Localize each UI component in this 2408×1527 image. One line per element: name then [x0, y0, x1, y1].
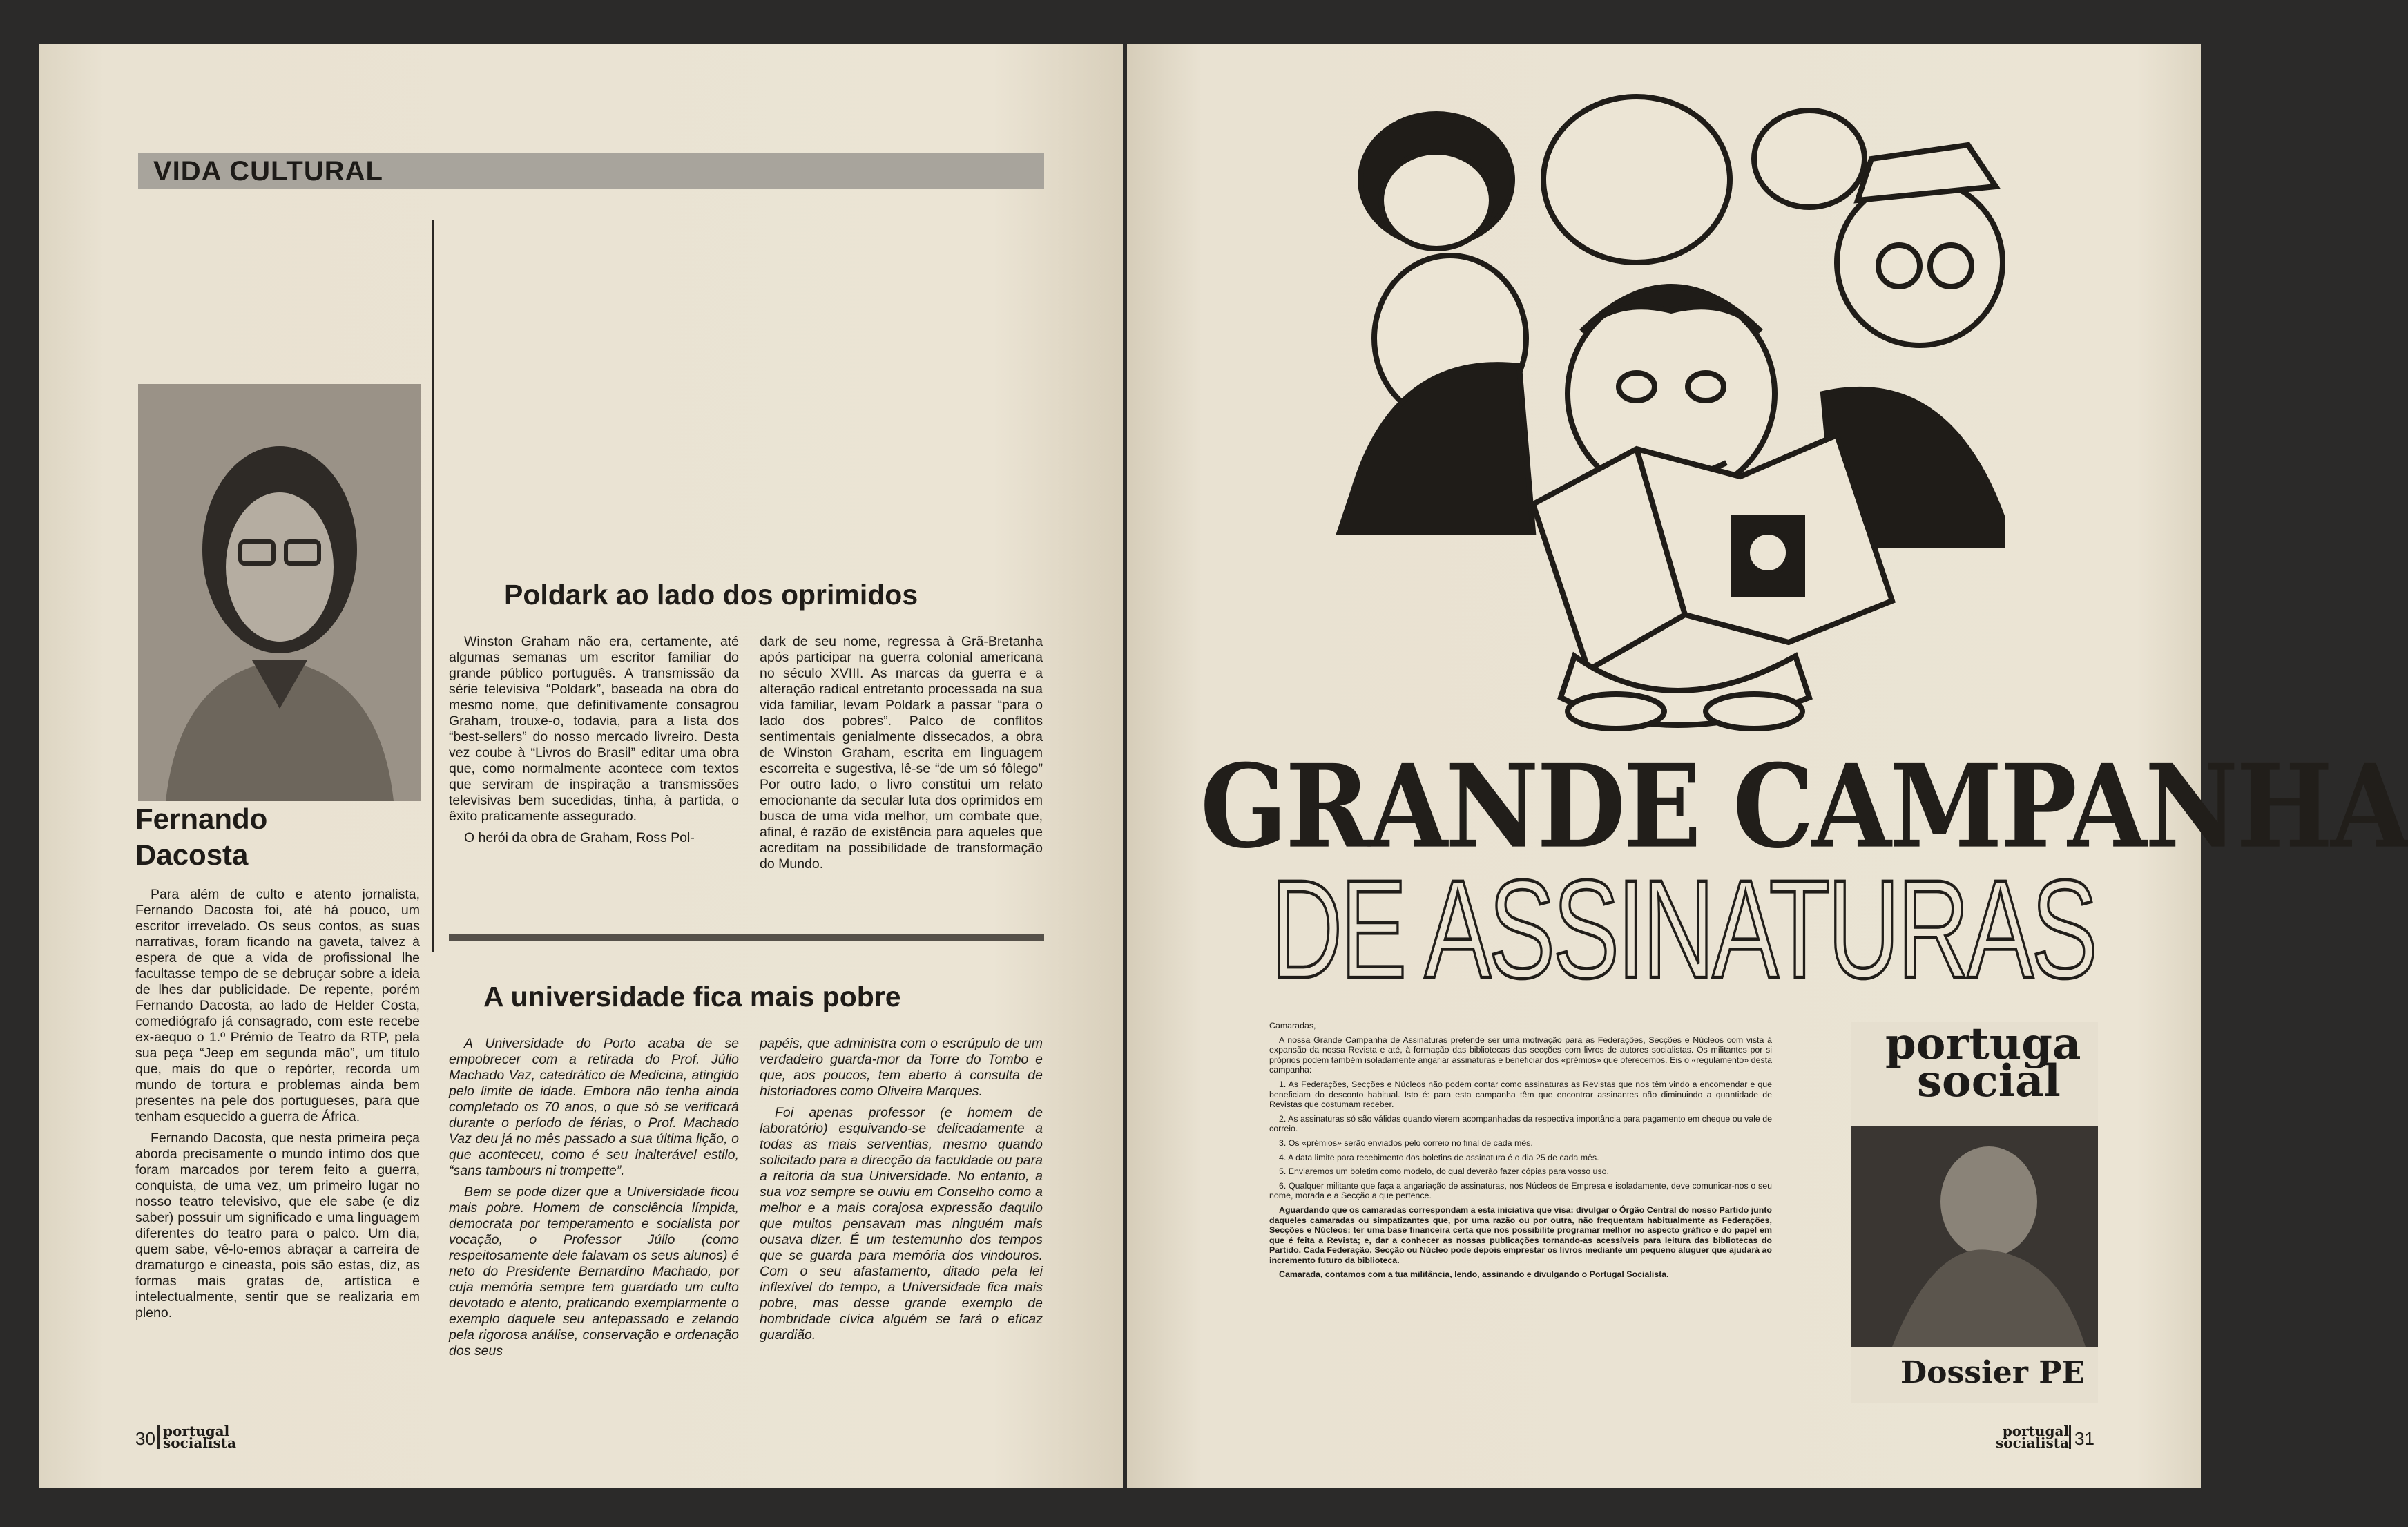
portrait-illustration — [138, 384, 421, 801]
campaign-paragraph: A nossa Grande Campanha de Assinaturas pretende ser uma motivação para as Federações, Secções e Núcleos com vista à expansão da nossa Revista e até, à formação das bibliotecas das secções com livros de autores socialistas. Os militantes por si próprios podem também isoladamente angariar assinaturas e beneficiar dos «prémios» que oferecemos. Eis o «regulamento» desta campanha: — [1269, 1035, 1772, 1075]
campaign-paragraph: 2. As assinaturas só são válidas quando vierem acompanhadas da respectiva importância para pagamento em cheque ou vale de correio. — [1269, 1113, 1772, 1134]
cover-title: portuga — [1885, 1018, 2081, 1070]
campaign-text — [1269, 1021, 1772, 1284]
poldark-paragraph: Winston Graham não era, certamente, até algumas semanas um escritor familiar do grande público português. A transmissão da série televisiva “Poldark”, baseada na obra do mesmo nome, que definitivamente consagrou Graham, trouxe-o, todavia, para a lista dos “best-sellers” do nosso mercado livreiro. Desta vez coube à “Livros do Brasil” editar uma obra que, como normalmente acontece com textos que serviram de inspiração a transmissões televisivas bem sucedidas, tinha, à partida, o êxito praticamente assegurado. — [449, 634, 739, 824]
logo-line: portugal — [163, 1423, 230, 1439]
campaign-paragraph: 1. As Federações, Secções e Núcleos não podem contar como assinaturas as Revistas que nos têm vindo a encomendar e que beneficiam do desconto habitual. Isto é: para esta campanha têm que encontrar assinantes não diminuindo a quantidade de Revistas que costumam receber. — [1269, 1079, 1772, 1110]
campaign-paragraph: 3. Os «prémios» serão enviados pelo correio no final de cada mês. — [1279, 1137, 1533, 1148]
cartoon-illustration — [1312, 104, 2079, 725]
article-title-poldark: Poldark ao lado dos oprimidos — [504, 579, 918, 611]
article-title-universidade: A universidade fica mais pobre — [483, 981, 901, 1012]
campaign-paragraph: Camarada, contamos com a tua militância, lendo, assinando e divulgando o Portugal Socialista. — [1279, 1269, 1669, 1280]
logo-line: socialista — [1996, 1434, 2069, 1451]
bio-paragraph: Para além de culto e atento jornalista, Fernando Dacosta foi, até há pouco, um escritor irrevelado. Os seus contos, as suas narrativas, foram ficando na gaveta, talvez à espera de que a vida de profissional lhe facultasse tempo de se debruçar sobre a ideia de lhes dar publicidade. De repente, porém Fernando Dacosta, ao lado de Helder Costa, comediógrafo já consagrado, com este recebe ex-aequo o 1.º Prémio de Teatro da RTP, pela sua peça “Jeep em segunda mão”, um título que, mais do que o repórter, recorda um mundo de tortura e problemas ainda bem presentes na pele dos portugueses, para que tenham esquecido a guerra de África. — [135, 887, 420, 1124]
universidade-paragraph: A Universidade do Porto acaba de se empobrecer com a retirada do Prof. Júlio Machado Vaz, catedrático de Medicina, atingido pelo limite de idade. Embora não tenha ainda completado os 70 anos, o que só se verificará durante o período de férias, o Prof. Machado Vaz deu já no mês passado a sua última lição, o que aconteceu, como é seu inalterável estilo, “sans tambours ni trompette”. — [449, 1036, 739, 1178]
universidade-paragraph: Foi apenas professor (e homem de laboratório) esquivando-se delicadamente a todas as mais serventias, mesmo quando solicitado para a direcção da faculdade ou para a reitoria da sua Universidade. No entanto, a sua voz sempre se ouviu em Conselho como a melhor e a mais corajosa expressão daquilo que muitos pensavam mas ninguém mais ousava dizer. É um testemunho dos tempos que se guarda para memória dos vindouros. Com o seu afastamento, ditado pela lei inflexível do tempo, a Universidade fica mais pobre, mas desse grande exemplo de hombridade cívica alguém se fará o eficaz guardião. — [760, 1105, 1043, 1343]
universidade-paragraph: Bem se pode dizer que a Universidade ficou mais pobre. Homem de consciência límpida, democrata por temperamento e socialista por vocação, o Professor Júlio (como respeitosamente dele falavam os seus alunos) é neto do Presidente Bernardino Machado, por cuja memória sempre tem guardado um culto devotado e atento, praticando exemplarmente o exemplo daquele seu antepassado e zelando pela rigorosa análise, conservação e ordenação dos seus — [449, 1184, 739, 1358]
headline-de-assinaturas: DE ASSINATURAS — [1271, 852, 2096, 1008]
logo-line: portugal — [2002, 1423, 2069, 1439]
campaign-paragraph: Aguardando que os camaradas correspondam a esta iniciativa que visa: divulgar o Órgão Central do nosso Partido junto daqueles camaradas ou simpatizantes que, por uma razão ou por outra, não frequentam habitualmente as Federações, Secções e Núcleos; ter uma base financeira certa que nos possibilite programar melhor no aspecto gráfico e do papel em que é feita a Revista; e, dar a conhecer as nossas publicações tornando-as acessíveis para leitura das bibliotecas do Partido. Cada Federação, Secção ou Núcleo pode depois emprestar os livros mediante um pequeno aluguer que ajudará ao incremento futuro da biblioteca. — [1269, 1204, 1772, 1265]
cartoon-readers — [1312, 104, 2079, 725]
article-divider — [449, 934, 1044, 941]
poldark-paragraph: O herói da obra de Graham, Ross Pol- — [464, 830, 695, 845]
page-number-left: 30 — [135, 1428, 155, 1449]
page-number-right: 31 — [2074, 1428, 2094, 1449]
universidade-col-2 — [760, 1036, 1043, 1349]
author-photo — [138, 384, 421, 801]
author-bio — [135, 887, 420, 1327]
author-name: Fernando Dacosta — [135, 803, 268, 871]
campaign-paragraph: 4. A data limite para recebimento dos boletins de assinatura é o dia 25 de cada mês. — [1279, 1152, 1599, 1162]
cover-title: social — [1917, 1055, 2061, 1107]
column-divider — [432, 220, 434, 952]
cover-photo — [1851, 1126, 2098, 1347]
poldark-col-1 — [449, 634, 739, 852]
campaign-paragraph: Camaradas, — [1269, 1021, 1316, 1030]
poldark-col-2 — [760, 634, 1043, 878]
universidade-paragraph: papéis, que administra com o escrúpulo de um verdadeiro guarda-mor da Torre do Tombo e que, aos poucos, tem aberto à consulta de historiadores como Oliveira Marques. — [760, 1036, 1043, 1099]
footer-logo-right — [1996, 1425, 2069, 1449]
headline-grande-campanha: GRANDE CAMPANHA — [1200, 739, 2408, 874]
poldark-paragraph: dark de seu nome, regressa à Grã-Bretanha após participar na guerra colonial americana no século XVIII. As marcas da guerra e a alteração radical entretanto processada na sua vida familiar, levam Poldark a passar “para o lado dos pobres”. Palco de conflitos sentimentais genialmente dissecados, a obra de Winston Graham, escrita em linguagem escorreita e sugestiva, lê-se “de um só fôlego” Por outro lado, o livro constitui um relato emocionante da secular luta dos oprimidos em busca de uma vida melhor, um combate que, afinal, é razão de existência para aqueles que acreditam na possibilidade de transformação do Mundo. — [760, 634, 1043, 872]
logo-line: socialista — [163, 1434, 236, 1451]
campaign-paragraph: 5. Enviaremos um boletim como modelo, do qual deverão fazer cópias para vosso uso. — [1279, 1166, 1609, 1177]
bio-paragraph: Fernando Dacosta, que nesta primeira peça aborda precisamente o mundo íntimo dos que foram marcados por terem feito a guerra, conquista, de uma vez, um primeiro lugar no nosso teatro televisivo, que ele sabe (e diz saber) possuir um significado e uma linguagem diferentes do teatro para o palco. Um dia, quem sabe, vê-lo-emos abraçar a carreira de dramaturgo e cineasta, pois são estas, diz, as formas mais gratas de, artística e intelectualmente, sentir que se realizaria em pleno. — [135, 1131, 420, 1320]
cover-caption: Dossier PE — [1900, 1355, 2085, 1390]
universidade-col-1 — [449, 1036, 739, 1365]
footer-separator — [157, 1425, 160, 1449]
section-title: VIDA CULTURAL — [153, 156, 383, 186]
campaign-paragraph: 6. Qualquer militante que faça a angariação de assinaturas, nos Núcleos de Empresa e isoladamente, deve comunicar-nos o seu nome, morada e a Secção a que pertence. — [1269, 1180, 1772, 1201]
footer-separator — [2069, 1425, 2071, 1449]
magazine-cover-thumbnail — [1851, 1018, 2098, 1403]
footer-logo-left — [163, 1425, 236, 1449]
